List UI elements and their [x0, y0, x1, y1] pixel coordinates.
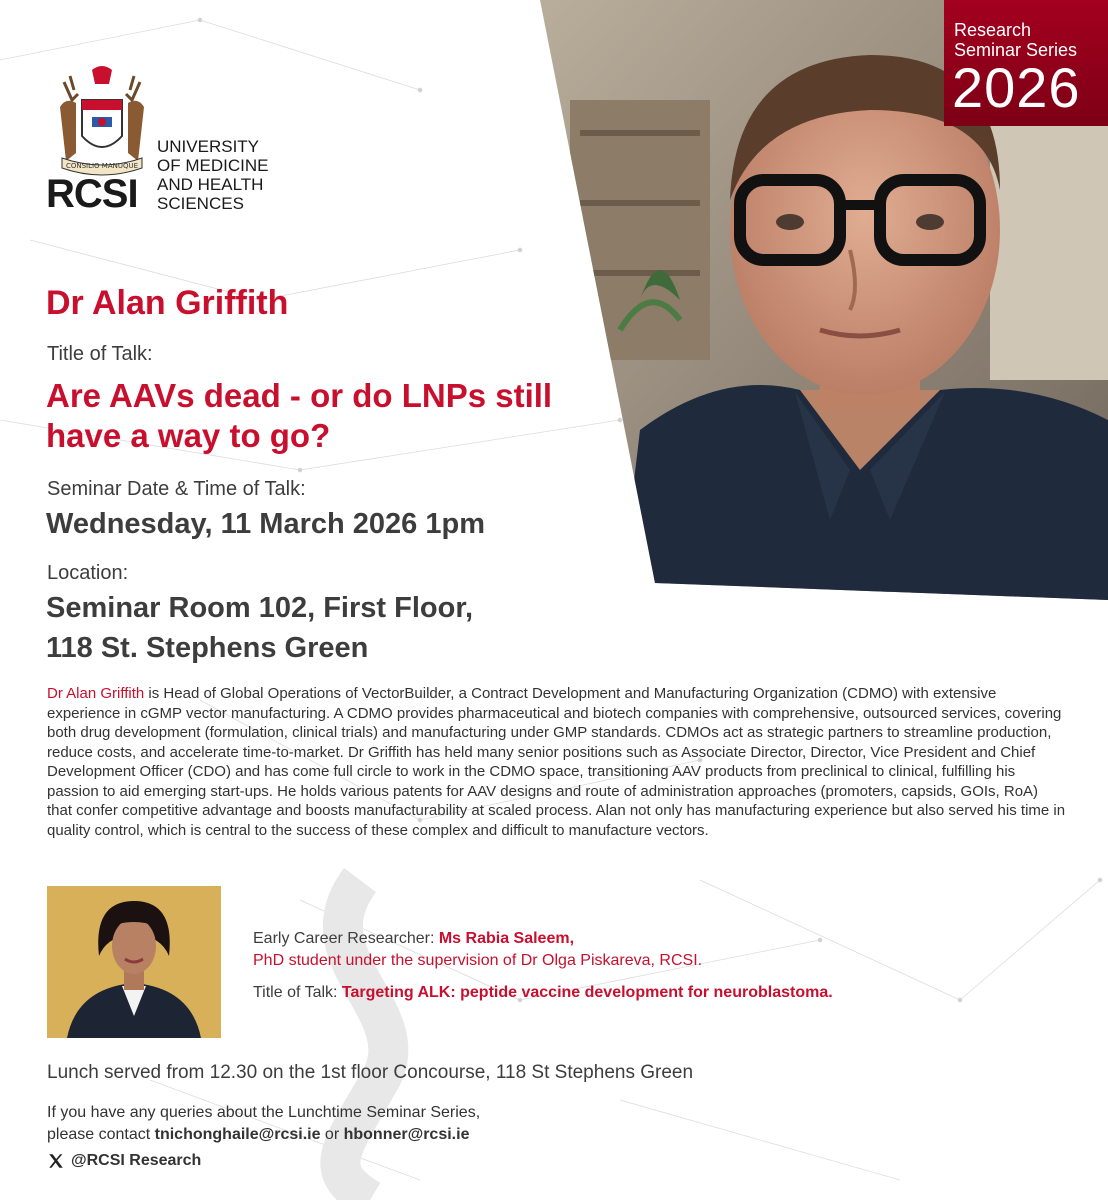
rcsi-wordmark: RCSI — [46, 172, 138, 216]
social-handle[interactable] — [47, 1152, 201, 1170]
ecr-affiliation: PhD student under the supervision of Dr Olga Piskareva, RCSI. — [253, 952, 703, 969]
speaker-bio — [47, 684, 1067, 840]
ecr-name: Ms Rabia Saleem, — [438, 930, 575, 947]
social-handle-text: @RCSI Research — [71, 1152, 202, 1169]
location-line-2: 118 St. Stephens Green — [46, 632, 369, 664]
university-name — [157, 137, 268, 213]
queries-prefix: please contact — [47, 1126, 155, 1143]
ecr-title-label: Title of Talk: — [253, 984, 342, 1001]
queries-line-2 — [47, 1124, 480, 1146]
early-career-researcher-photo — [47, 886, 221, 1038]
location-label: Location: — [47, 562, 129, 584]
rcsi-crest-logo — [52, 62, 152, 182]
university-line: SCIENCES — [157, 194, 244, 213]
bio-speaker-name: Dr Alan Griffith — [47, 685, 145, 702]
ecr-label: Early Career Researcher: — [253, 930, 439, 947]
bio-text: is Head of Global Operations of VectorBuilder, a Contract Development and Manufacturing Organization (CDMO) with extensive experience in cGMP vector manufacturing. A CDMO provides pharmaceutical and biotech companies with comprehensive, outsourced services, covering both drug development (formulation, clinical trials) and manufacturing under GMP standards. CDMOs act as strategic partners to streamline production, reduce costs, and accelerate time-to-market. Dr Griffith has held many senior positions such as Associate Director, Director, Vice President and Chief Development Officer (CDO) and has come full circle to work in the CDMO space, transitioning AAV products from preclinical to clinical, fulfilling his passion to aid emerging start-ups. He holds various patents for AAV designs and route of administration approaches (promoters, capsids, GOIs, RoA) that confer competitive advantage and boosts manufacturability at scaled process. Alan not only has manufacturing experience but also served his time in quality control, which is central to the success of these complex and difficult to manufacture vectors. — [47, 685, 1066, 839]
queries-or: or — [320, 1126, 344, 1143]
speaker-name: Dr Alan Griffith — [46, 284, 289, 322]
badge-line-2: Seminar Series — [954, 40, 1078, 60]
crest-motto: CONSILIO MANUQUE — [65, 162, 139, 170]
talk-title: Are AAVs dead - or do LNPs still have a way to go? — [46, 377, 553, 454]
queries-line-1: If you have any queries about the Lunchtime Seminar Series, — [47, 1104, 481, 1121]
badge-year: 2026 — [952, 56, 1081, 119]
university-line: UNIVERSITY — [157, 137, 260, 156]
badge-line-1: Research — [954, 20, 1032, 40]
talk-title-label: Title of Talk: — [47, 343, 153, 365]
ecr-talk-title: Targeting ALK: peptide vaccine development for neuroblastoma. — [341, 984, 833, 1001]
lunch-notice: Lunch served from 12.30 on the 1st floor Concourse, 118 St Stephens Green — [47, 1062, 694, 1083]
ecr-line — [253, 928, 1033, 950]
university-line: AND HEALTH — [157, 175, 264, 194]
queries-contact — [47, 1102, 480, 1146]
university-line: OF MEDICINE — [157, 156, 269, 175]
email-link-1[interactable]: tnichonghaile@rcsi.ie — [154, 1126, 321, 1143]
early-career-researcher-info — [253, 928, 1033, 972]
seminar-date-label: Seminar Date & Time of Talk: — [47, 478, 306, 500]
email-link-2[interactable]: hbonner@rcsi.ie — [343, 1126, 470, 1143]
ecr-talk-title-line — [253, 984, 833, 1002]
seminar-date-value: Wednesday, 11 March 2026 1pm — [46, 508, 485, 540]
x-logo-icon — [47, 1152, 65, 1170]
research-seminar-series-badge — [944, 0, 1108, 126]
location-line-1: Seminar Room 102, First Floor, — [46, 592, 474, 624]
